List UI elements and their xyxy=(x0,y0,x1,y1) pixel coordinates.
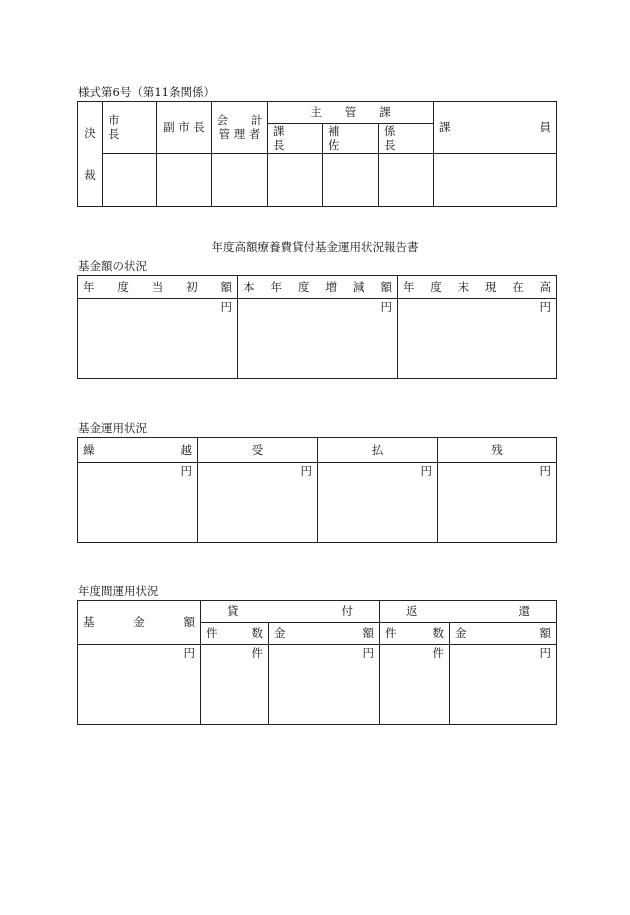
staff-label: 課 員 xyxy=(434,102,557,154)
fund-column-start-of-year: 年 度 当 初 額 xyxy=(78,276,238,299)
section-chief-seal-cell xyxy=(268,153,323,206)
approval-table xyxy=(77,101,557,207)
accounting-label-line1: 会 計 xyxy=(216,113,263,127)
loan-amount-header: 金 額 xyxy=(269,623,380,645)
repayment-amount-value: 円 xyxy=(450,645,557,725)
subsection-chief-label: 係 長 xyxy=(379,124,434,154)
operation-column-payment: 払 xyxy=(318,438,438,463)
period-column-loan: 貸 付 xyxy=(201,601,380,623)
period-operation-heading: 年度間運用状況 xyxy=(78,584,159,598)
loan-count-value: 件 xyxy=(201,645,269,725)
repayment-count-header: 件 数 xyxy=(380,623,450,645)
approval-header-cell xyxy=(78,102,103,207)
loan-amount-value: 円 xyxy=(269,645,380,725)
period-value-fund-amount: 円 xyxy=(78,645,201,725)
operation-value-receipt: 円 xyxy=(198,463,318,543)
fund-value-start-of-year: 円 xyxy=(78,299,238,379)
repayment-amount-header: 金 額 xyxy=(450,623,557,645)
loan-count-header: 件 数 xyxy=(201,623,269,645)
main-section-label: 主 管 課 xyxy=(268,102,434,124)
section-chief-label: 課 長 xyxy=(268,124,323,154)
mayor-label: 市 長 xyxy=(103,102,157,154)
assistant-label: 補 佐 xyxy=(323,124,379,154)
accounting-seal-cell xyxy=(212,153,268,206)
assistant-seal-cell xyxy=(323,153,379,206)
fund-status-heading: 基金額の状況 xyxy=(78,259,147,273)
period-operation-table xyxy=(77,600,557,725)
operation-column-receipt: 受 xyxy=(198,438,318,463)
repayment-count-value: 件 xyxy=(380,645,450,725)
fund-column-end-of-year: 年 度 末 現 在 高 xyxy=(398,276,557,299)
deputy-mayor-label: 副 市 長 xyxy=(157,102,212,154)
mayor-seal-cell xyxy=(103,153,157,206)
operation-value-payment: 円 xyxy=(318,463,438,543)
fund-value-change: 円 xyxy=(238,299,398,379)
fund-status-table xyxy=(77,275,557,379)
period-column-repayment: 返 還 xyxy=(380,601,557,623)
subsection-chief-seal-cell xyxy=(379,153,434,206)
operation-status-table xyxy=(77,437,557,543)
accounting-label-line2: 管 理 者 xyxy=(218,127,261,142)
form-number-label: 様式第6号（第11条関係） xyxy=(78,85,215,99)
report-title: 年度高額療養費貸付基金運用状況報告書 xyxy=(211,240,419,254)
operation-status-heading: 基金運用状況 xyxy=(78,421,147,435)
operation-column-carryover: 繰 越 xyxy=(78,438,198,463)
operation-value-balance: 円 xyxy=(438,463,557,543)
fund-column-change: 本 年 度 増 減 額 xyxy=(238,276,398,299)
approval-label-sai: 裁 xyxy=(84,167,96,182)
operation-column-balance: 残 xyxy=(438,438,557,463)
staff-seal-cell xyxy=(434,153,557,206)
fund-value-end-of-year: 円 xyxy=(398,299,557,379)
deputy-mayor-seal-cell xyxy=(157,153,212,206)
period-column-fund-amount: 基 金 額 xyxy=(78,601,201,645)
accounting-manager-label xyxy=(212,102,268,154)
operation-value-carryover: 円 xyxy=(78,463,198,543)
approval-label-ketsu: 決 xyxy=(84,125,96,140)
